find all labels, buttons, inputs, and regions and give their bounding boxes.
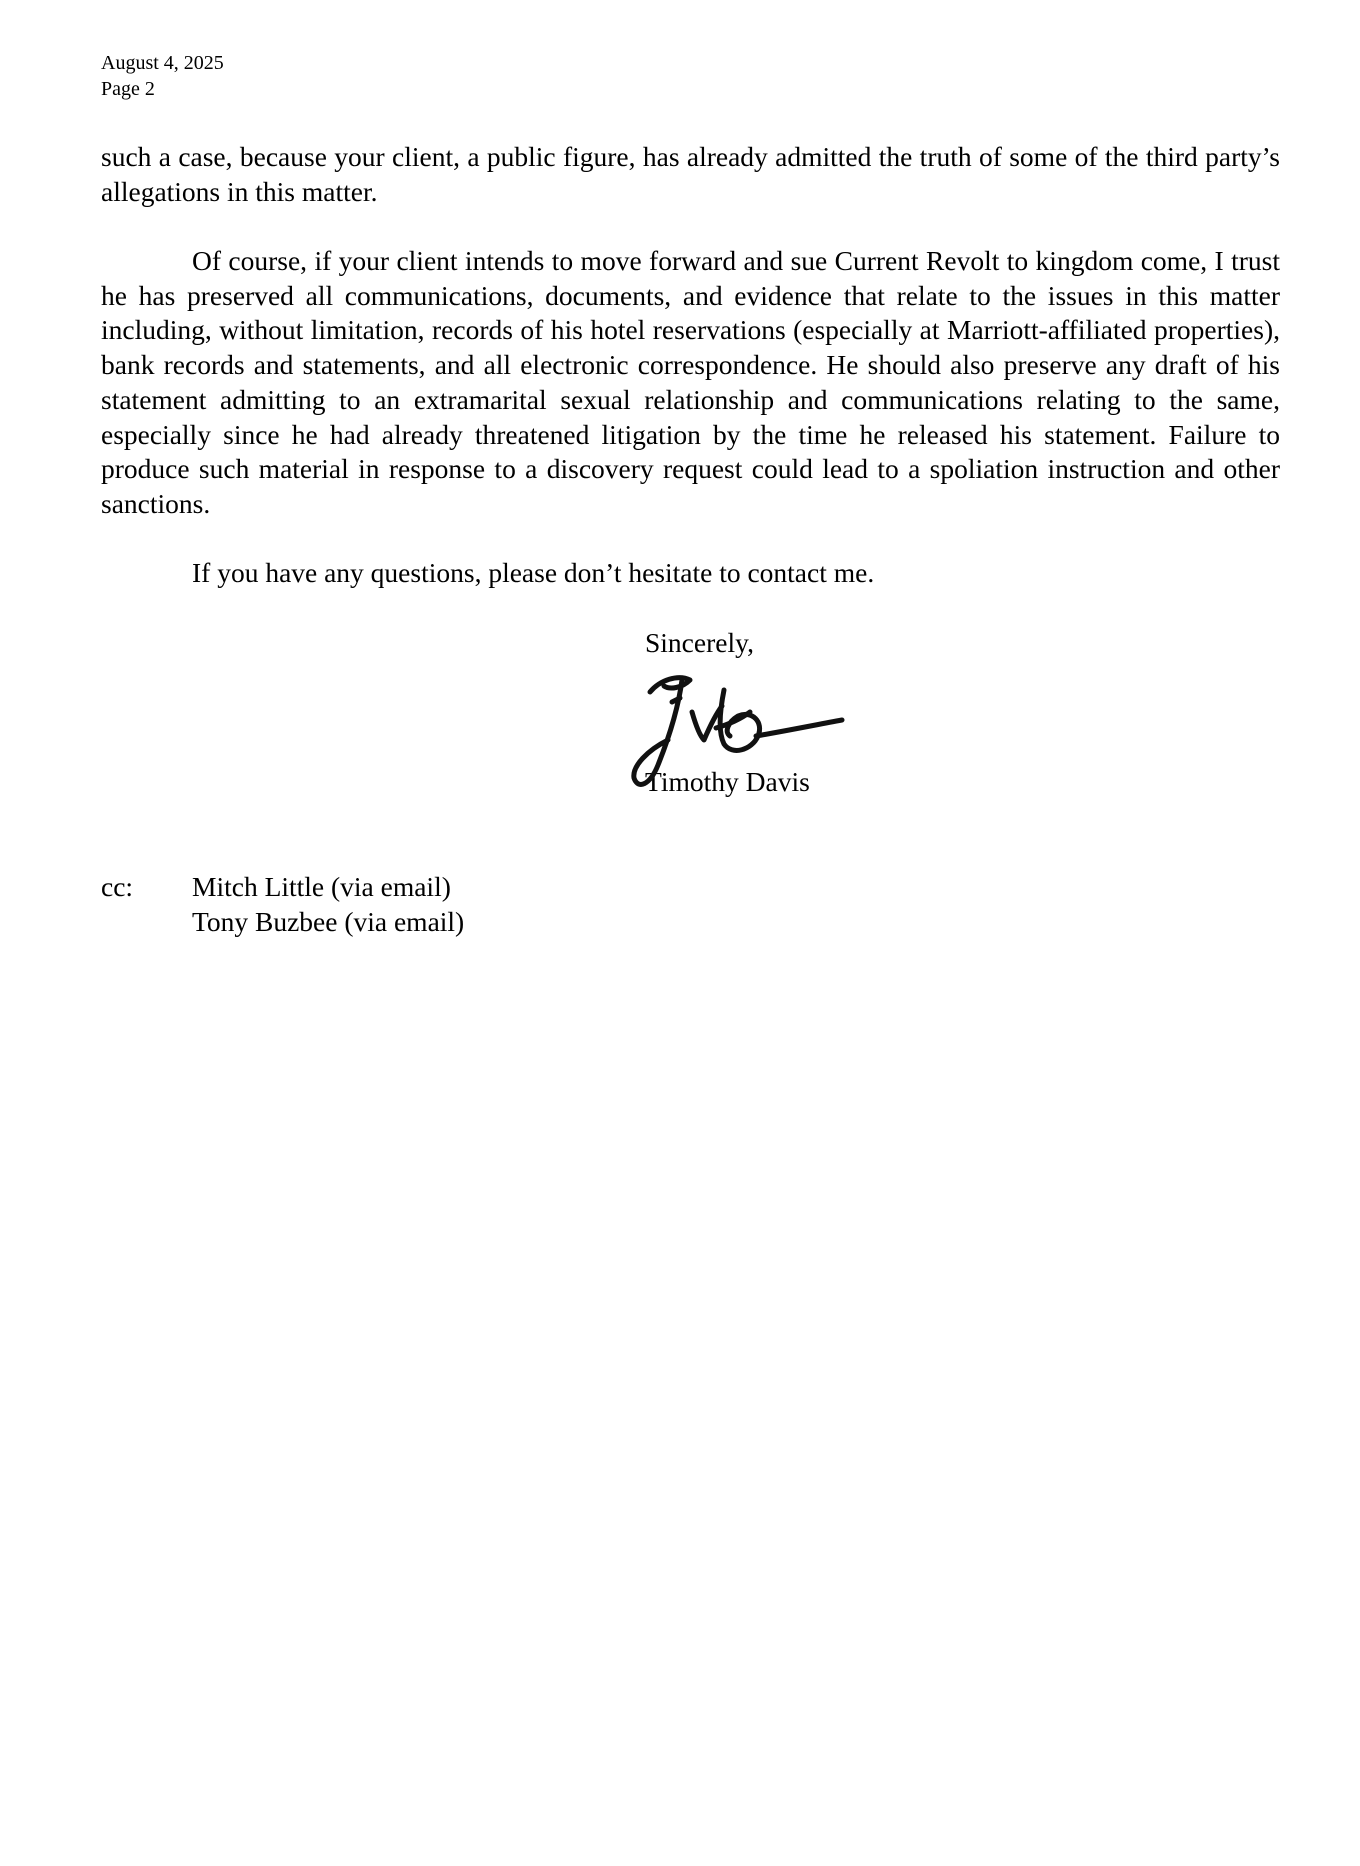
cc-recipient: Tony Buzbee (via email) xyxy=(192,905,465,937)
page-header xyxy=(101,50,224,102)
cc-recipient: Mitch Little (via email) xyxy=(192,871,451,902)
header-page-number: Page 2 xyxy=(101,78,155,100)
handwritten-signature-icon xyxy=(620,640,860,810)
cc-label: cc: xyxy=(101,871,134,902)
paragraph-contact: If you have any questions, please don’t hesitate to contact me. xyxy=(192,557,875,588)
paragraph-continuation: such a case, because your client, a public figure, has already admitted the truth of some of the third party’s allegations in this matter. xyxy=(101,141,1280,207)
signer-name: Timothy Davis xyxy=(645,766,810,797)
header-date: August 4, 2025 xyxy=(101,52,224,74)
cc-recipient-list xyxy=(192,870,464,939)
paragraph-preservation: Of course, if your client intends to move forward and sue Current Revolt to kingdom come, I trust he has preserved all communications, documents, and evidence that relate to the issues in this matter including, without limitation, records of his hotel reservations (especially at Marriott-affiliated properties), bank records and statements, and all electronic correspondence. He should also preserve any draft of his statement admitting to an extramarital sexual relationship and communications relating to the same, especially since he had already threatened litigation by the time he released his statement. Failure to produce such material in response to a discovery request could lead to a spoliation instruction and other sanctions. xyxy=(101,245,1280,519)
closing-salutation: Sincerely, xyxy=(645,627,754,658)
